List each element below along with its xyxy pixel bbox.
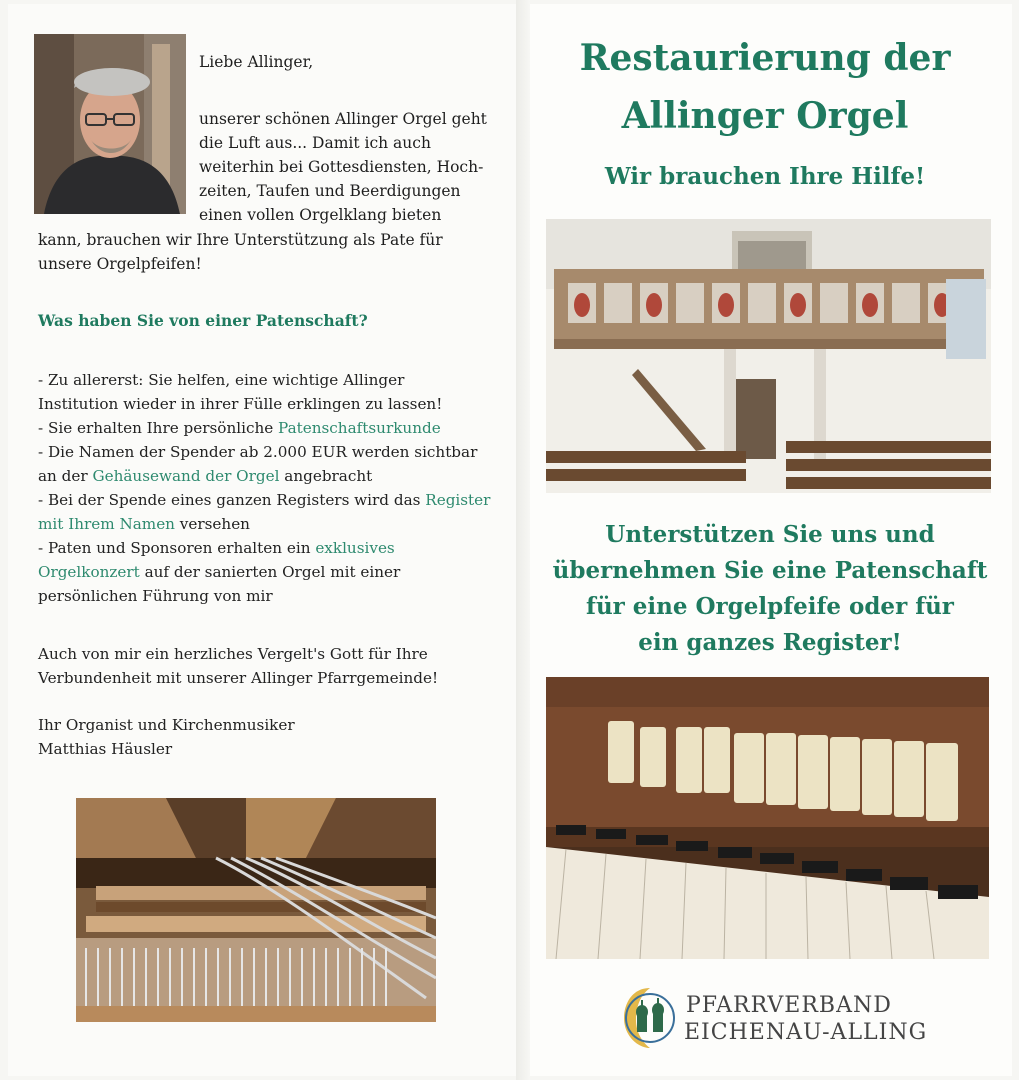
- appeal-line: für eine Orgelpfeife oder für: [586, 593, 954, 620]
- benefit-line: - Paten und Sponsoren erhalten ein exklusives: [38, 539, 395, 557]
- intro-line: unsere Orgelpfeifen!: [38, 255, 202, 273]
- thanks-line: Verbundenheit mit unserer Allinger Pfarrgemeinde!: [38, 669, 439, 687]
- appeal-line: Unterstützen Sie uns und: [605, 521, 935, 548]
- benefit-line: - Die Namen der Spender ab 2.000 EUR werden sichtbar: [38, 443, 478, 461]
- benefit-line: an der Gehäusewand der Orgel angebracht: [38, 467, 373, 485]
- greeting: Liebe Allinger,: [199, 53, 314, 71]
- logo-text-line-2: EICHENAU-ALLING: [684, 1020, 928, 1045]
- title-line-1: Restaurierung der: [579, 37, 951, 79]
- organist-portrait: [34, 34, 186, 214]
- benefit-line: - Bei der Spende eines ganzen Registers wird das Register: [38, 491, 491, 509]
- benefit-line: Institution wieder in ihrer Fülle erklingen zu lassen!: [38, 395, 443, 413]
- highlight: mit Ihrem Namen: [38, 515, 175, 533]
- benefit-line: - Sie erhalten Ihre persönliche Patenschaftsurkunde: [38, 419, 441, 437]
- signature-line: Ihr Organist und Kirchenmusiker: [38, 716, 295, 734]
- benefit-line: Orgelkonzert auf der sanierten Orgel mit einer: [38, 563, 401, 581]
- benefits-heading: Was haben Sie von einer Patenschaft?: [38, 311, 368, 330]
- logo-text-line-1: PFARRVERBAND: [686, 993, 892, 1018]
- church-interior-photo: [546, 219, 991, 493]
- highlight: exklusives: [315, 539, 395, 557]
- appeal-line: ein ganzes Register!: [638, 629, 902, 656]
- title-line-2: Allinger Orgel: [621, 95, 909, 137]
- thanks-line: Auch von mir ein herzliches Vergelt's Gott für Ihre: [38, 645, 428, 663]
- highlight: Patenschaftsurkunde: [278, 419, 441, 437]
- appeal-line: übernehmen Sie eine Patenschaft: [552, 557, 988, 584]
- parish-logo: [620, 982, 680, 1054]
- intro-line: unserer schönen Allinger Orgel geht: [199, 110, 487, 128]
- intro-line: kann, brauchen wir Ihre Unterstützung als Pate für: [38, 231, 443, 249]
- organ-pipes-photo: [76, 798, 436, 1022]
- organ-console-photo: [546, 677, 989, 959]
- highlight: Orgelkonzert: [38, 563, 140, 581]
- subtitle: Wir brauchen Ihre Hilfe!: [604, 163, 926, 190]
- intro-line: die Luft aus... Damit ich auch: [199, 134, 431, 152]
- benefit-line: persönlichen Führung von mir: [38, 587, 273, 605]
- highlight: Gehäusewand der Orgel: [92, 467, 280, 485]
- highlight: Register: [425, 491, 491, 509]
- church-domes-icon: [620, 982, 680, 1054]
- intro-line: einen vollen Orgelklang bieten: [199, 206, 442, 224]
- intro-line: zeiten, Taufen und Beerdigungen: [199, 182, 461, 200]
- signature-line: Matthias Häusler: [38, 740, 173, 758]
- fold-divider: [516, 0, 530, 1080]
- intro-line: weiterhin bei Gottesdiensten, Hoch-: [199, 158, 484, 176]
- benefit-line: - Zu allererst: Sie helfen, eine wichtige Allinger: [38, 371, 405, 389]
- benefit-line: mit Ihrem Namen versehen: [38, 515, 250, 533]
